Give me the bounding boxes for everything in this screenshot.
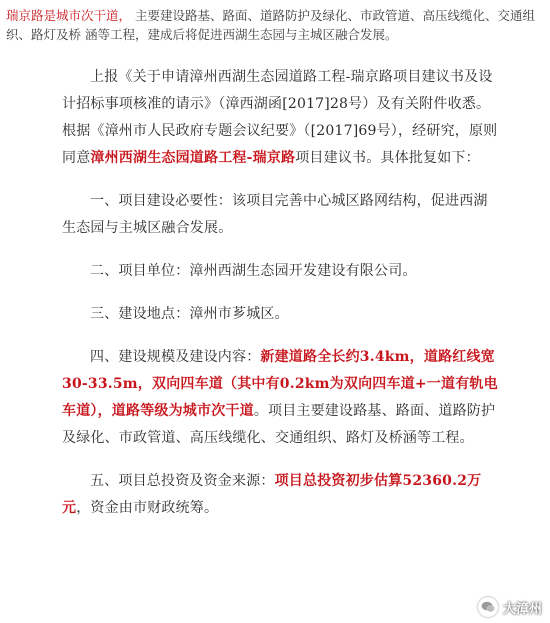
paragraph-necessity: 一、项目建设必要性：该项目完善中心城区路网结构，促进西湖生态园与主城区融合发展。	[62, 193, 488, 236]
paragraph-unit: 二、项目单位：漳州西湖生态园开发建设有限公司。	[90, 263, 417, 279]
investment-label: 五、项目总投资及资金来源：	[90, 473, 275, 489]
watermark-text: 大漳州	[502, 601, 542, 617]
approval-document	[62, 64, 498, 522]
investment-text: ，资金由市财政统筹。	[76, 500, 219, 516]
scale-label: 四、建设规模及建设内容：	[90, 349, 261, 365]
paragraph-scale	[62, 344, 498, 452]
paragraph-location: 三、建设地点：漳州市芗城区。	[90, 306, 289, 322]
project-name-highlight: 漳州西湖生态园道路工程-瑞京路	[90, 150, 296, 166]
watermark	[478, 597, 542, 617]
paragraph-report	[62, 64, 498, 172]
scale-highlight: 新建道路全长约3.4km，道路红线宽30-33.5m，双向四车道（其中有0.2km为双向四车道+一道有轨电车道），道路等级为城市次干道	[62, 349, 498, 419]
intro-text: 主要建设路基、路面、道路防护及绿化、市政管道、高压线缆化、交通组织、路灯及桥 涵等工程，建成后将促进西湖生态园与主城区融合发展。	[6, 8, 536, 42]
report-text: 上报《关于申请漳州西湖生态园道路工程-瑞京路项目建议书及设计招标事项核准的请示》（漳西湖函[2017]28号）及有关附件收悉。根据《漳州市人民政府专题会议纪要》（[2017]69号），经研究，原则同意	[62, 69, 498, 166]
intro-paragraph	[6, 6, 544, 44]
intro-highlight: 瑞京路是城市次干道，	[6, 8, 132, 23]
investment-highlight: 项目总投资初步估算52360.2万元	[62, 473, 482, 516]
paragraph-investment	[62, 468, 498, 522]
report-text-tail: 项目建议书。具体批复如下：	[295, 150, 480, 166]
wechat-bubble-icon	[478, 597, 498, 617]
scale-text: 。项目主要建设路基、路面、道路防护及绿化、市政管道、高压线缆化、交通组织、路灯及桥涵等工程。	[62, 403, 496, 446]
